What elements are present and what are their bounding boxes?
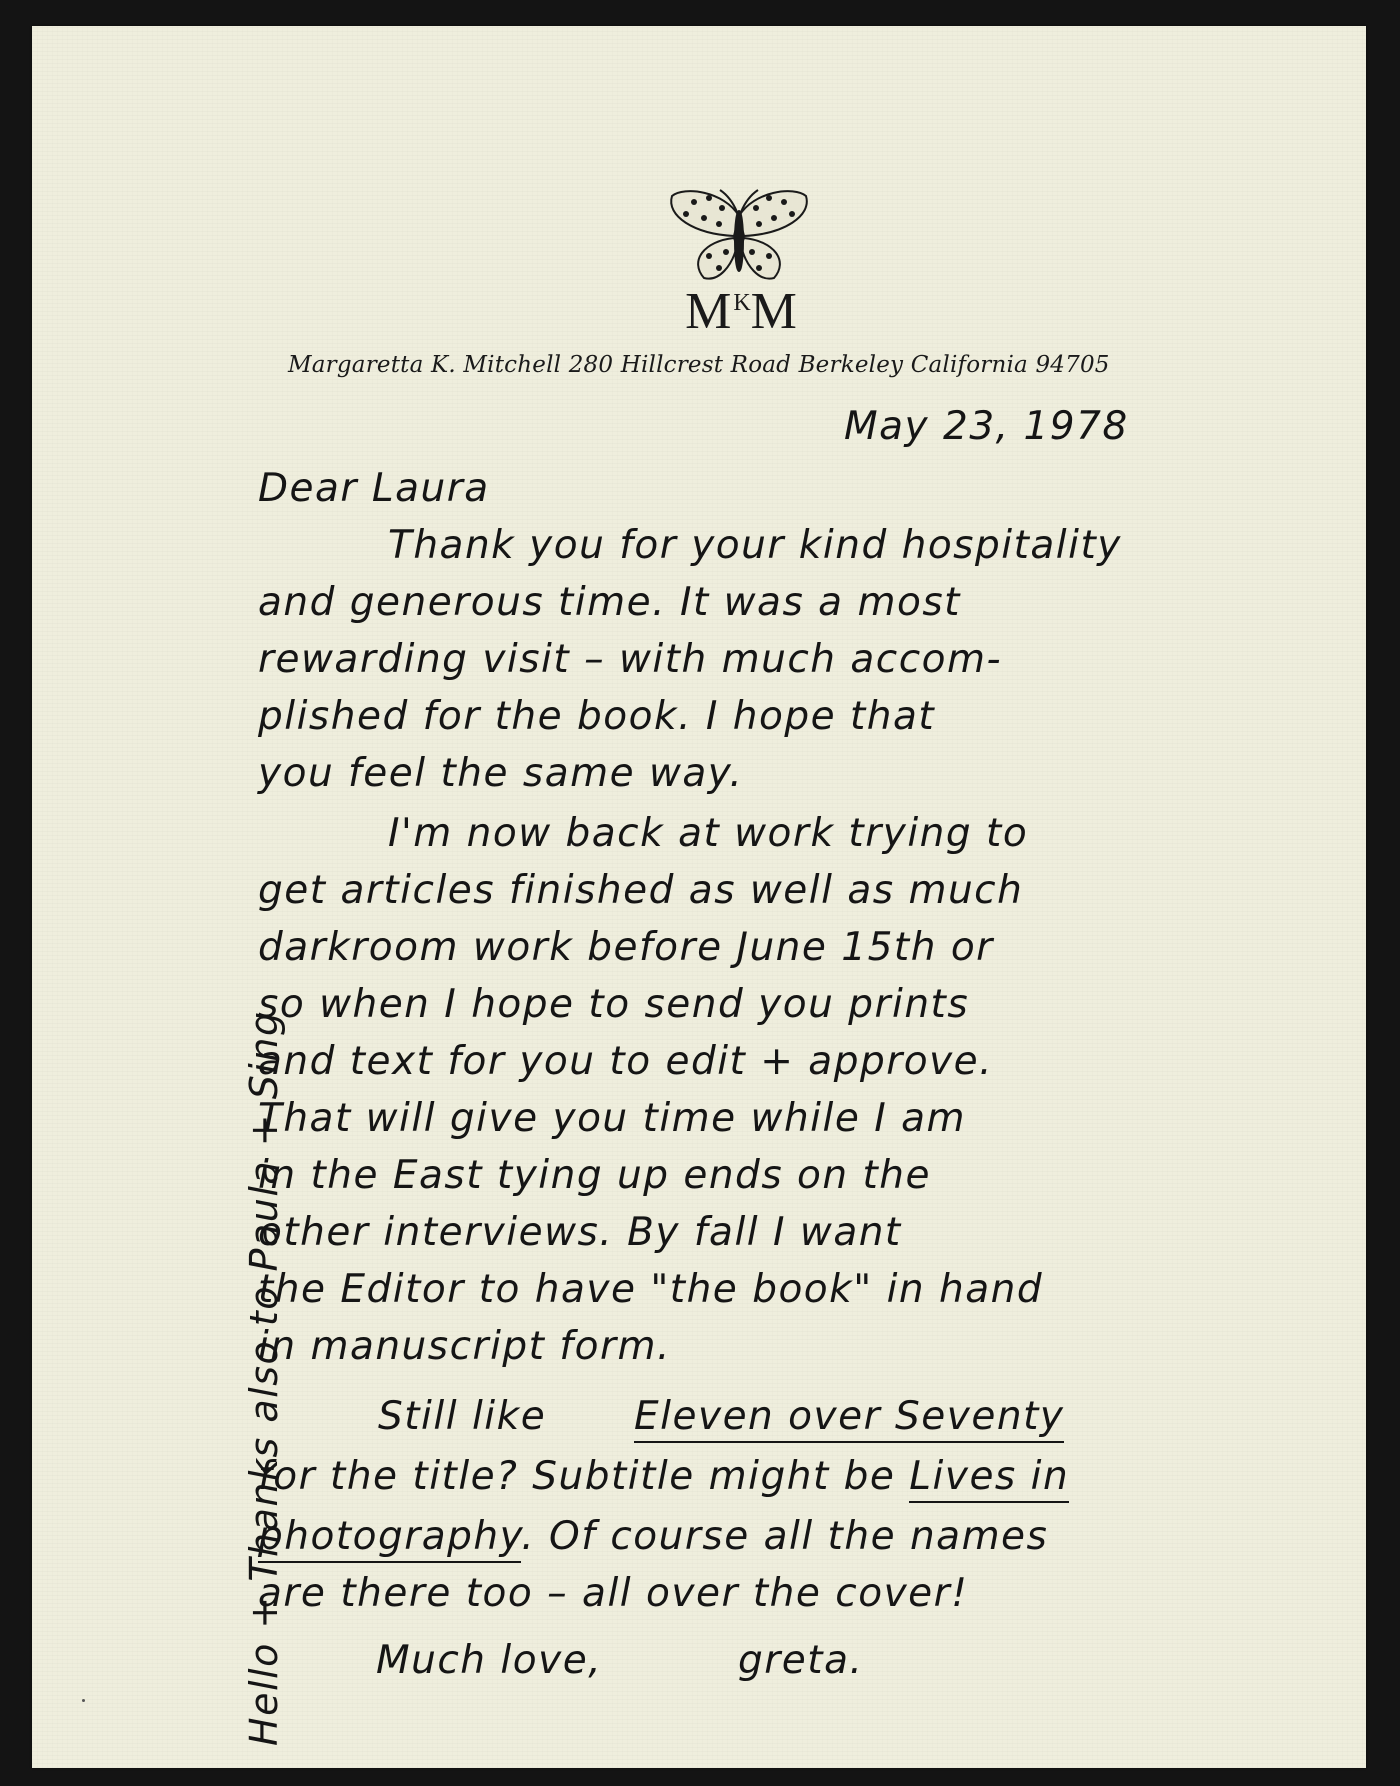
subtitle-underlined-part-2: photography (258, 1514, 521, 1563)
subtitle-line-2-rest: . Of course all the names (521, 1514, 1049, 1559)
subtitle-prefix: for the title? Subtitle might be (258, 1454, 896, 1499)
title-suggestion: Eleven over Seventy (634, 1394, 1064, 1443)
body-line: you feel the same way. (258, 751, 744, 796)
salutation: Dear Laura (258, 466, 490, 511)
title-line-prefix: Still like (378, 1394, 547, 1439)
body-line: get articles finished as well as much (258, 868, 1024, 913)
body-line: plished for the book. I hope that (258, 694, 936, 739)
monogram (652, 282, 832, 341)
signoff: Much love, (376, 1638, 603, 1683)
margin-note: Hello + Thanks also to Paula + Sing (242, 1010, 286, 1746)
body-line: and text for you to edit + approve. (258, 1039, 994, 1084)
title-line (378, 1394, 1064, 1439)
butterfly-logo-icon (664, 186, 814, 286)
body-line: so when I hope to send you prints (258, 982, 970, 1027)
body-line: I'm now back at work trying to (388, 811, 1029, 856)
body-line: other interviews. By fall I want (258, 1210, 902, 1255)
subtitle-line (258, 1454, 1069, 1499)
body-line: in manuscript form. (258, 1324, 671, 1369)
body-line: the Editor to have "the book" in hand (258, 1267, 1044, 1312)
body-line: and generous time. It was a most (258, 580, 961, 625)
body-line: darkroom work before June 15th or (258, 925, 994, 970)
monogram-right: M (750, 283, 799, 340)
closing-line: are there too – all over the cover! (258, 1571, 969, 1616)
letter-sheet (32, 26, 1366, 1768)
subtitle-underlined-part-1: Lives in (909, 1454, 1069, 1503)
body-line: Thank you for your kind hospitality (388, 523, 1122, 568)
paper-speck (82, 1699, 85, 1702)
signature: greta. (738, 1638, 864, 1683)
monogram-left: M (685, 283, 734, 340)
body-line: rewarding visit – with much accom- (258, 637, 1003, 682)
subtitle-line-2 (258, 1514, 1048, 1559)
body-line: in the East tying up ends on the (258, 1153, 932, 1198)
body-line: That will give you time while I am (258, 1096, 967, 1141)
letter-date: May 23, 1978 (844, 404, 1129, 449)
letterhead-address: Margaretta K. Mitchell 280 Hillcrest Road Berkeley California 94705 (288, 352, 1110, 378)
monogram-superscript: K (733, 290, 751, 316)
